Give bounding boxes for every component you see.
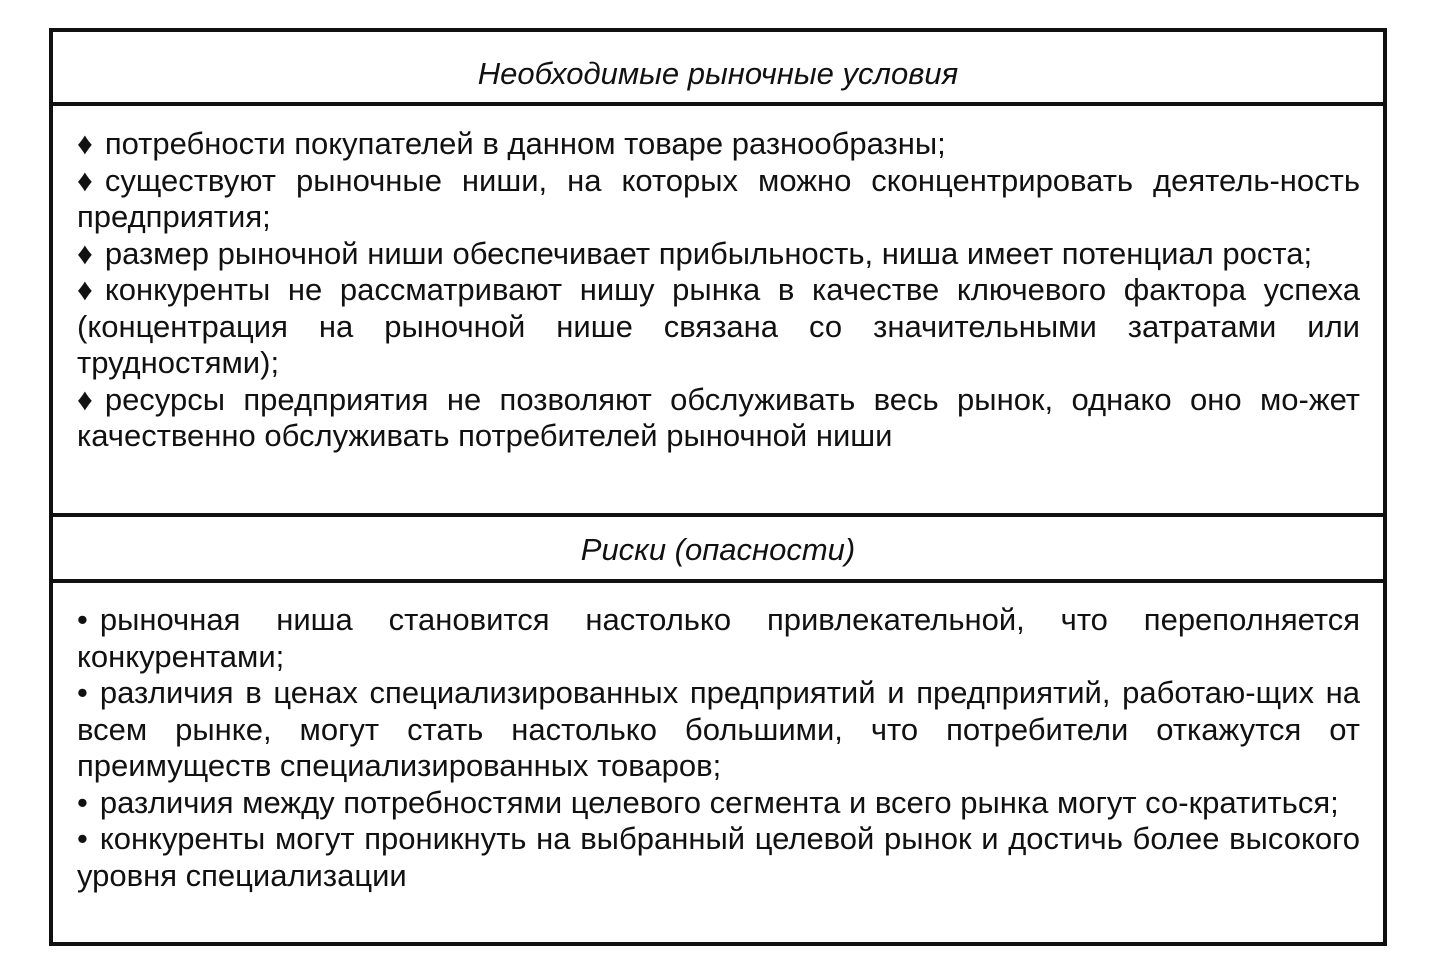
list-item xyxy=(77,126,1360,163)
diamond-bullet-icon: ♦ xyxy=(77,235,93,271)
list-item-text: размер рыночной ниши обеспечивает прибыльность, ниша имеет потенциал роста; xyxy=(104,235,1313,271)
conditions-list xyxy=(77,126,1360,455)
dot-bullet-icon: • xyxy=(77,602,88,637)
diamond-bullet-icon: ♦ xyxy=(77,162,93,198)
conditions-header-divider xyxy=(53,102,1383,106)
list-item xyxy=(77,272,1360,382)
risks-title: Риски (опасности) xyxy=(580,532,856,567)
list-item xyxy=(77,602,1360,675)
list-item-text: различия в ценах специализированных предприятий и предприятий, работаю-щих на всем рынке, могут стать настолько большими, что потребители откажутся от преимуществ специализированных товаров; xyxy=(77,675,1360,783)
market-niche-table xyxy=(49,28,1387,946)
diamond-bullet-icon: ♦ xyxy=(77,272,93,307)
conditions-header xyxy=(53,58,1383,89)
list-item-text: ресурсы предприятия не позволяют обслуживать весь рынок, однако оно мо-жет качественно обслуживать потребителей рыночной ниши xyxy=(77,381,1360,453)
diamond-bullet-icon: ♦ xyxy=(77,126,93,161)
list-item xyxy=(77,163,1360,236)
dot-bullet-icon: • xyxy=(77,675,88,710)
dot-bullet-icon: • xyxy=(77,821,88,856)
diamond-bullet-icon: ♦ xyxy=(77,381,93,417)
dot-bullet-icon: • xyxy=(77,784,88,820)
list-item xyxy=(77,675,1360,785)
list-item xyxy=(77,785,1360,822)
list-item xyxy=(77,236,1360,273)
list-item-text: рыночная ниша становится настолько привлекательной, что переполняется конкурентами; xyxy=(77,602,1360,674)
list-item xyxy=(77,821,1360,894)
list-item xyxy=(77,382,1360,455)
risks-list xyxy=(77,602,1360,894)
risks-header-divider xyxy=(53,579,1383,583)
list-item-text: конкуренты могут проникнуть на выбранный целевой рынок и достичь более высокого уровня специализации xyxy=(77,821,1360,893)
risks-header xyxy=(53,534,1383,565)
list-item-text: различия между потребностями целевого сегмента и всего рынка могут со-кратиться; xyxy=(99,784,1339,820)
list-item-text: конкуренты не рассматривают нишу рынка в качестве ключевого фактора успеха (концентрация на рыночной нише связана со значительными затратами или трудностями); xyxy=(77,272,1360,380)
section-divider xyxy=(53,513,1383,517)
list-item-text: существуют рыночные ниши, на которых можно сконцентрировать деятель-ность предприятия; xyxy=(77,162,1360,234)
conditions-title: Необходимые рыночные условия xyxy=(477,56,959,91)
list-item-text: потребности покупателей в данном товаре разнообразны; xyxy=(104,126,946,161)
